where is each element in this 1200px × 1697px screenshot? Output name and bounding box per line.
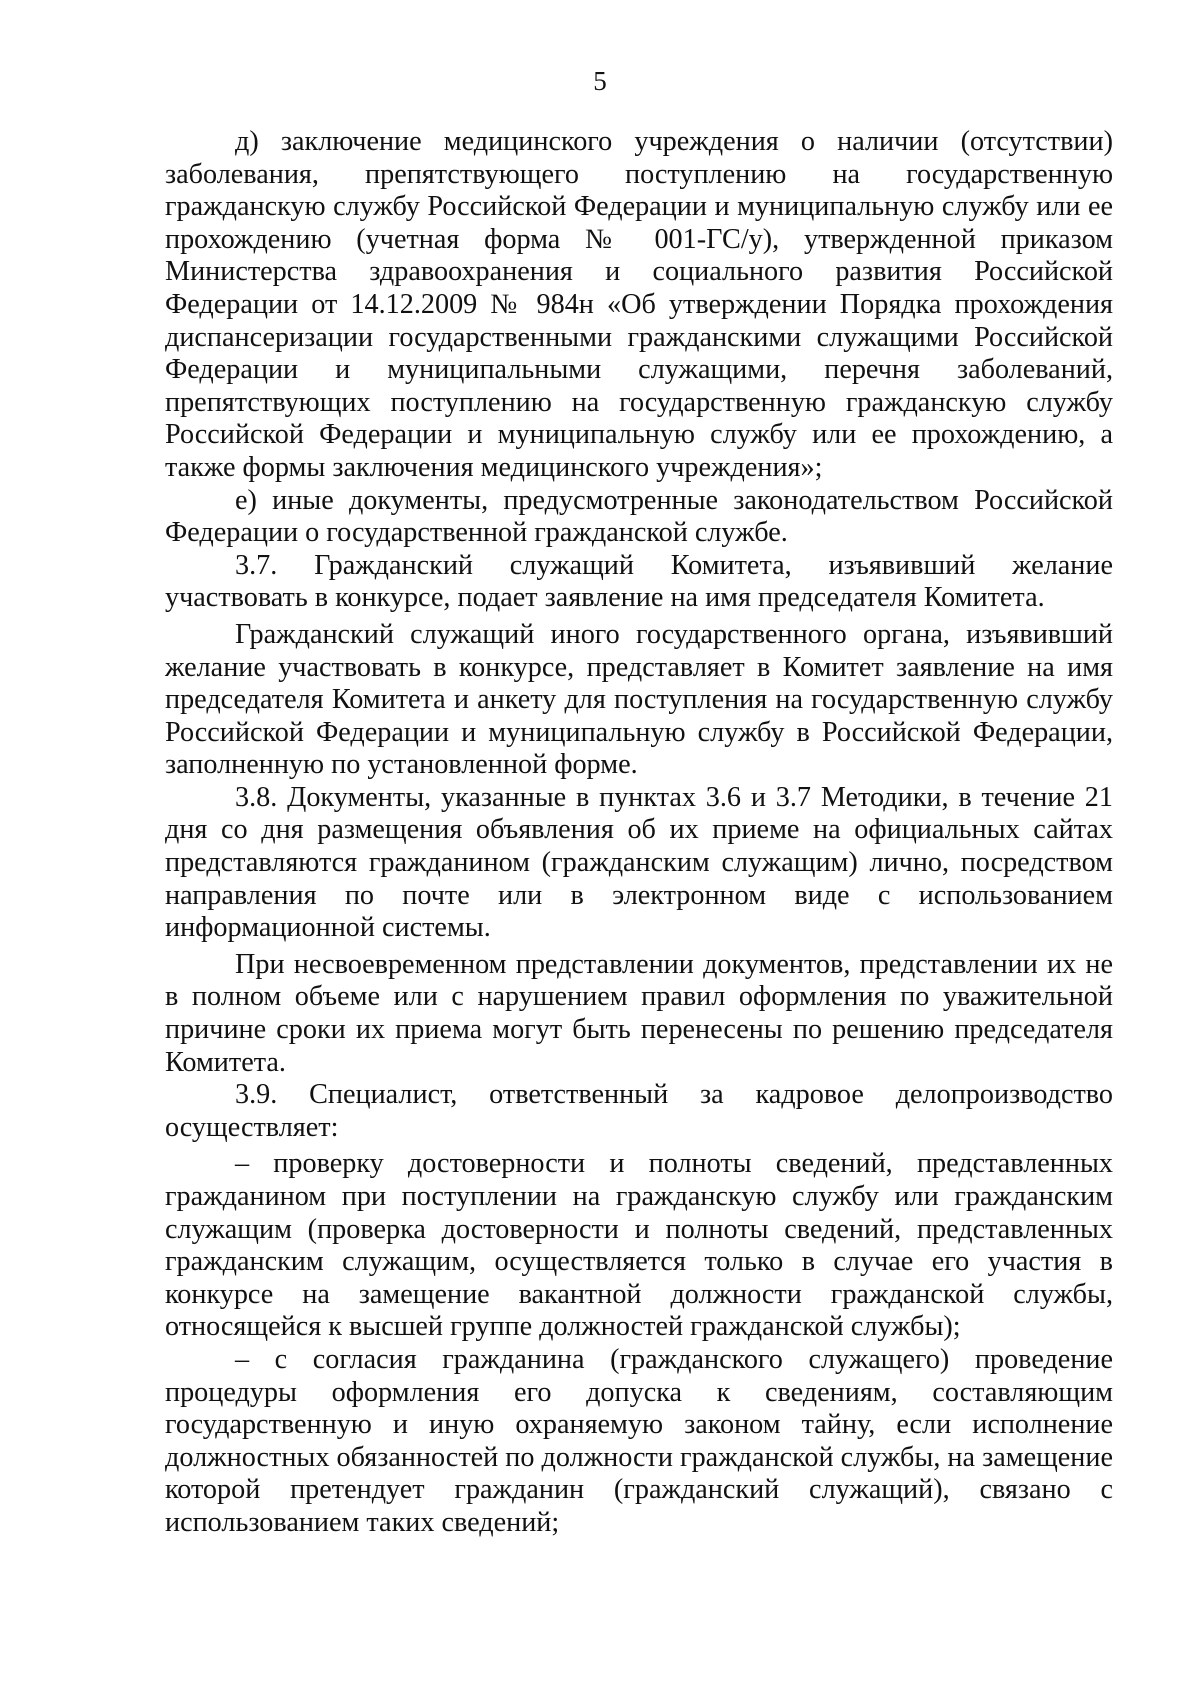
list-item-clearance: – с согласия гражданина (гражданского служащего) проведение процедуры оформления его допуска к сведениям, составляющим государственную и иную охраняемую законом тайну, если исполнение должностных обязанностей по должности гражданской службы, на замещение которой претендует гражданин (гражданский служащий), связано с использованием таких сведений; [165, 1343, 1113, 1538]
paragraph-other-agency-servant: Гражданский служащий иного государственного органа, изъявивший желание участвовать в конкурсе, представляет в Комитет заявление на имя председателя Комитета и анкету для поступления на государственную службу Российской Федерации и муниципальную службу в Российской Федерации, заполненную по установленной форме. [165, 618, 1113, 781]
paragraph-e-other-documents: е) иные документы, предусмотренные законодательством Российской Федерации о государственной гражданской службе. [165, 484, 1113, 549]
paragraph-3-8: 3.8. Документы, указанные в пунктах 3.6 и 3.7 Методики, в течение 21 дня со дня размещения объявления об их приеме на официальных сайтах представляются гражданином (гражданским служащим) лично, посредством направления по почте или в электронном виде с использованием информационной системы. [165, 781, 1113, 944]
paragraph-3-9: 3.9. Специалист, ответственный за кадровое делопроизводство осуществляет: [165, 1079, 1113, 1143]
document-body [165, 126, 1113, 1540]
paragraph-3-7: 3.7. Гражданский служащий Комитета, изъявивший желание участвовать в конкурсе, подает заявление на имя председателя Комитета. [165, 549, 1113, 614]
page-number: 5 [593, 66, 607, 96]
paragraph-late-submission: При несвоевременном представлении документов, представлении их не в полном объеме или с нарушением правил оформления по уважительной причине сроки их приема могут быть перенесены по решению председателя Комитета. [165, 948, 1113, 1078]
list-item-verification: – проверку достоверности и полноты сведений, представленных гражданином при поступлении на гражданскую службу или гражданским служащим (проверка достоверности и полноты сведений, представленных гражданским служащим, осуществляется только в случае его участия в конкурсе на замещение вакантной должности гражданской службы, относящейся к высшей группе должностей гражданской службы); [165, 1148, 1113, 1343]
paragraph-d-medical-certificate: д) заключение медицинского учреждения о наличии (отсутствии) заболевания, препятствующего поступлению на государственную гражданскую службу Российской Федерации и муниципальную службу или ее прохождению (учетная форма № 001-ГС/у), утвержденной приказом Министерства здравоохранения и социального развития Российской Федерации от 14.12.2009 № 984н «Об утверждении Порядка прохождения диспансеризации государственными гражданскими служащими Российской Федерации и муниципальными служащими, перечня заболеваний, препятствующих поступлению на государственную гражданскую службу Российской Федерации и муниципальную службу или ее прохождению, а также формы заключения медицинского учреждения»; [165, 126, 1113, 483]
